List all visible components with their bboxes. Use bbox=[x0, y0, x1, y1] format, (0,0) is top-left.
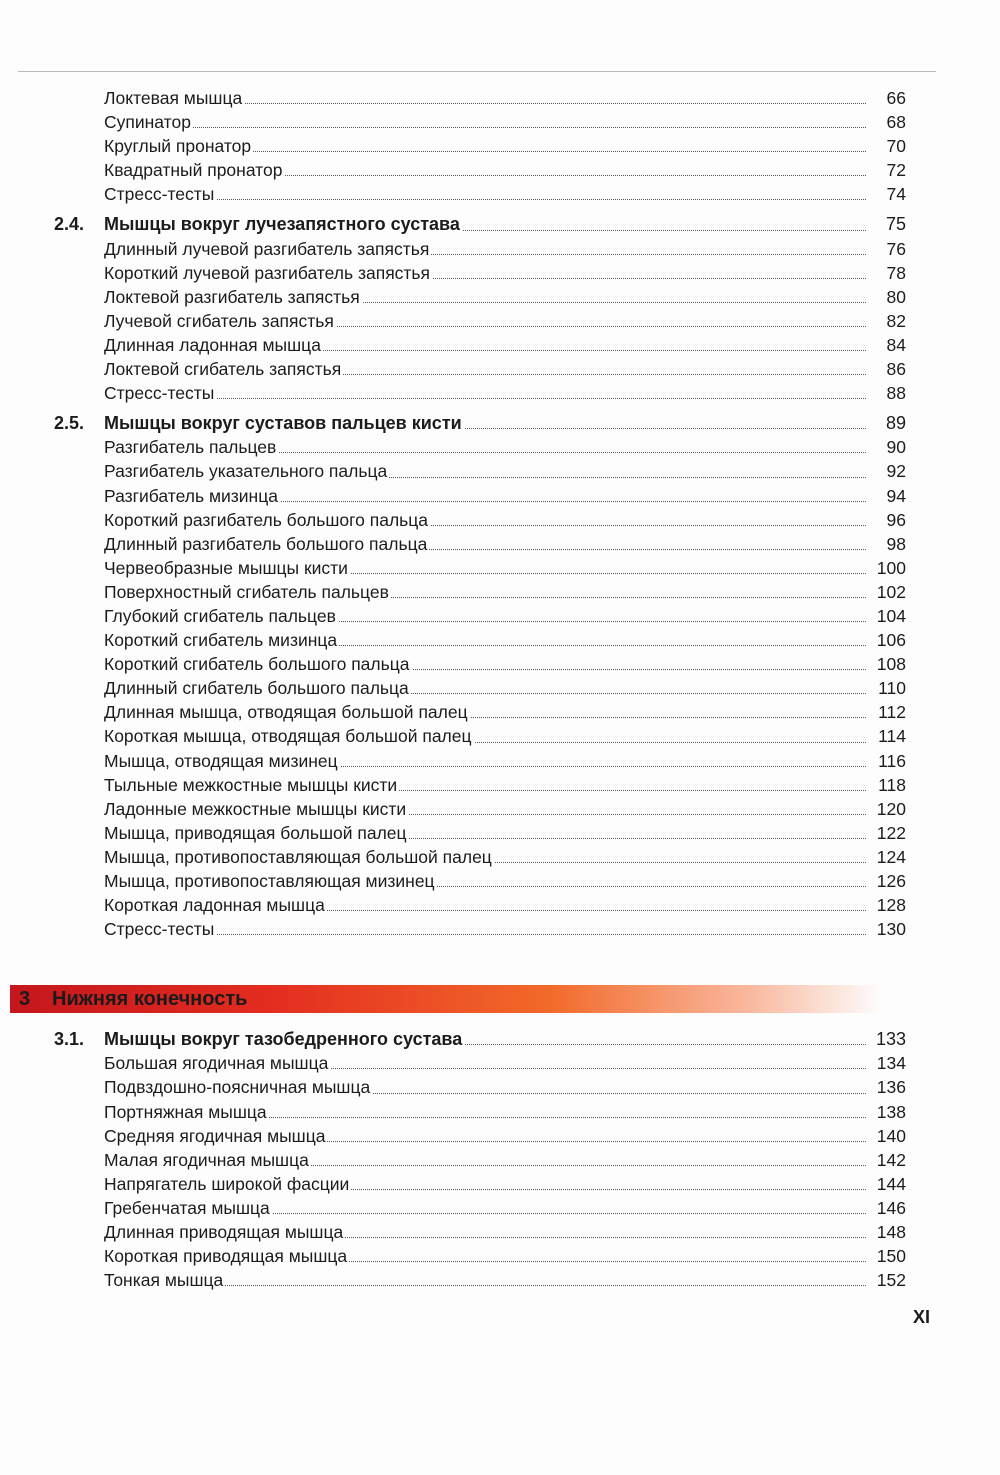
table-of-contents bbox=[0, 86, 1000, 1292]
section-heading[interactable] bbox=[0, 1027, 1000, 1051]
entry-page: 108 bbox=[866, 652, 906, 676]
entry-title: Напрягатель широкой фасции bbox=[104, 1173, 350, 1194]
entry-title: Длинный сгибатель большого пальца bbox=[104, 678, 409, 699]
entry-title: Разгибатель указательного пальца bbox=[104, 461, 388, 482]
chapter-number: 3 bbox=[19, 988, 31, 1011]
toc-entry[interactable] bbox=[0, 773, 1000, 797]
entry-title: Портняжная мышца bbox=[104, 1101, 267, 1122]
toc-entry[interactable] bbox=[0, 381, 1000, 405]
entry-title: Разгибатель пальцев bbox=[104, 437, 277, 458]
entry-page: 76 bbox=[866, 237, 906, 261]
entry-page: 146 bbox=[866, 1196, 906, 1220]
entry-page: 102 bbox=[866, 580, 906, 604]
toc-entry[interactable] bbox=[0, 749, 1000, 773]
entry-page: 82 bbox=[866, 309, 906, 333]
toc-entry[interactable] bbox=[0, 556, 1000, 580]
entry-title: Подвздошно-поясничная мышца bbox=[104, 1077, 371, 1098]
entry-title: Стресс-тесты bbox=[104, 184, 215, 205]
entry-title: Червеобразные мышцы кисти bbox=[104, 557, 348, 578]
toc-entry[interactable] bbox=[0, 1100, 1000, 1124]
entry-title: Стресс-тесты bbox=[104, 383, 215, 404]
toc-entry[interactable] bbox=[0, 893, 1000, 917]
entry-title: Лучевой сгибатель запястья bbox=[104, 310, 334, 331]
entry-title: Длинная приводящая мышца bbox=[104, 1222, 344, 1243]
entry-title: Мышца, противопоставляющая мизинец bbox=[104, 871, 435, 891]
entry-title: Длинная мышца, отводящая большой палец bbox=[104, 702, 468, 723]
section-number: 3.1. bbox=[54, 1029, 85, 1050]
entry-page: 70 bbox=[866, 134, 906, 158]
entry-page: 88 bbox=[866, 381, 906, 405]
entry-title: Гребенчатая мышца bbox=[104, 1197, 270, 1218]
entry-page: 104 bbox=[866, 604, 906, 628]
entry-title: Мышца, отводящая мизинец bbox=[104, 750, 338, 771]
toc-entry[interactable] bbox=[0, 86, 1000, 110]
toc-entry[interactable] bbox=[0, 604, 1000, 628]
toc-groups-before bbox=[0, 86, 1000, 941]
entry-title: Глубокий сгибатель пальцев bbox=[104, 605, 336, 626]
entry-page: 74 bbox=[866, 182, 906, 206]
toc-entry[interactable] bbox=[0, 628, 1000, 652]
section-heading[interactable] bbox=[0, 411, 1000, 435]
toc-entry[interactable] bbox=[0, 532, 1000, 556]
entry-page: 86 bbox=[866, 357, 906, 381]
toc-entry[interactable] bbox=[0, 261, 1000, 285]
entry-title: Длинный лучевой разгибатель запястья bbox=[104, 238, 430, 259]
toc-entry[interactable] bbox=[0, 580, 1000, 604]
entry-page: 144 bbox=[866, 1172, 906, 1196]
entry-title: Короткая ладонная мышца bbox=[104, 895, 325, 916]
toc-entry[interactable] bbox=[0, 435, 1000, 459]
section-title: Мышцы вокруг суставов пальцев кисти bbox=[104, 413, 462, 434]
toc-entry[interactable] bbox=[0, 1220, 1000, 1244]
entry-page: 100 bbox=[866, 556, 906, 580]
toc-entry[interactable] bbox=[0, 357, 1000, 381]
entry-title: Короткий разгибатель большого пальца bbox=[104, 509, 429, 530]
section-title: Мышцы вокруг лучезапястного сустава bbox=[104, 214, 460, 235]
chapter-heading[interactable] bbox=[10, 985, 882, 1013]
entry-title: Тонкая мышца bbox=[104, 1270, 224, 1291]
toc-groups-after bbox=[0, 1027, 1000, 1292]
entry-page: 92 bbox=[866, 459, 906, 483]
top-rule bbox=[18, 71, 936, 72]
section-page: 75 bbox=[866, 212, 906, 236]
entry-page: 130 bbox=[866, 917, 906, 941]
entry-title: Супинатор bbox=[104, 112, 191, 133]
entry-title: Средняя ягодичная мышца bbox=[104, 1125, 326, 1146]
entry-page: 152 bbox=[866, 1268, 906, 1292]
entry-title: Локтевой разгибатель запястья bbox=[104, 286, 360, 307]
toc-entry[interactable] bbox=[0, 158, 1000, 182]
toc-entry[interactable] bbox=[0, 484, 1000, 508]
entry-title: Круглый пронатор bbox=[104, 136, 252, 157]
toc-entry[interactable] bbox=[0, 333, 1000, 357]
entry-page: 142 bbox=[866, 1148, 906, 1172]
entry-page: 96 bbox=[866, 508, 906, 532]
entry-title: Малая ягодичная мышца bbox=[104, 1149, 309, 1170]
entry-page: 80 bbox=[866, 285, 906, 309]
toc-entry[interactable] bbox=[0, 134, 1000, 158]
entry-page: 68 bbox=[866, 110, 906, 134]
entry-page: 138 bbox=[866, 1100, 906, 1124]
page-number: XI bbox=[912, 1307, 930, 1327]
entry-page: 148 bbox=[866, 1220, 906, 1244]
entry-page: 90 bbox=[866, 435, 906, 459]
entry-page: 118 bbox=[866, 773, 906, 797]
entry-title: Ладонные межкостные мышцы кисти bbox=[104, 798, 407, 819]
entry-title: Поверхностный сгибатель пальцев bbox=[104, 581, 389, 602]
entry-title: Локтевой сгибатель запястья bbox=[104, 359, 342, 380]
toc-entry[interactable] bbox=[0, 182, 1000, 206]
entry-page: 126 bbox=[866, 869, 906, 893]
toc-entry[interactable] bbox=[0, 1196, 1000, 1220]
entry-page: 78 bbox=[866, 261, 906, 285]
entry-title: Короткий сгибатель мизинца bbox=[104, 630, 338, 651]
entry-title: Короткий лучевой разгибатель запястья bbox=[104, 262, 431, 283]
entry-page: 84 bbox=[866, 333, 906, 357]
toc-entry[interactable] bbox=[0, 652, 1000, 676]
entry-title: Разгибатель мизинца bbox=[104, 485, 278, 506]
entry-title: Короткая мышца, отводящая большой палец bbox=[104, 726, 472, 747]
entry-title: Длинный разгибатель большого пальца bbox=[104, 533, 428, 554]
entry-title: Мышца, противопоставляющая большой палец bbox=[104, 846, 492, 867]
entry-page: 140 bbox=[866, 1124, 906, 1148]
entry-page: 110 bbox=[866, 676, 906, 700]
toc-entry[interactable] bbox=[0, 845, 1000, 869]
section-number: 2.4. bbox=[54, 214, 85, 235]
entry-title: Стресс-тесты bbox=[104, 919, 215, 940]
toc-entry[interactable] bbox=[0, 1148, 1000, 1172]
entry-page: 94 bbox=[866, 484, 906, 508]
toc-entry[interactable] bbox=[0, 869, 1000, 893]
entry-page: 124 bbox=[866, 845, 906, 869]
toc-entry[interactable] bbox=[0, 1244, 1000, 1268]
entry-title: Длинная ладонная мышца bbox=[104, 334, 321, 355]
toc-entry[interactable] bbox=[0, 724, 1000, 748]
section-heading[interactable] bbox=[0, 212, 1000, 236]
entry-title: Тыльные межкостные мышцы кисти bbox=[104, 774, 398, 795]
entry-title: Мышца, приводящая большой палец bbox=[104, 822, 407, 843]
entry-page: 120 bbox=[866, 797, 906, 821]
entry-title: Короткий сгибатель большого пальца bbox=[104, 654, 410, 675]
toc-entry[interactable] bbox=[0, 459, 1000, 483]
entry-title: Локтевая мышца bbox=[104, 88, 243, 108]
toc-entry[interactable] bbox=[0, 309, 1000, 333]
toc-entry[interactable] bbox=[0, 797, 1000, 821]
section-number: 2.5. bbox=[54, 413, 85, 434]
entry-page: 116 bbox=[866, 749, 906, 773]
toc-entry[interactable] bbox=[0, 700, 1000, 724]
entry-page: 106 bbox=[866, 628, 906, 652]
entry-page: 112 bbox=[866, 700, 906, 724]
section-page: 133 bbox=[866, 1027, 906, 1051]
toc-entry[interactable] bbox=[0, 917, 1000, 941]
entry-title: Квадратный пронатор bbox=[104, 160, 283, 181]
toc-entry[interactable] bbox=[0, 237, 1000, 261]
entry-page: 66 bbox=[866, 86, 906, 110]
entry-page: 134 bbox=[866, 1051, 906, 1075]
entry-page: 122 bbox=[866, 821, 906, 845]
toc-entry[interactable] bbox=[0, 508, 1000, 532]
entry-title: Короткая приводящая мышца bbox=[104, 1246, 348, 1267]
toc-entry[interactable] bbox=[0, 1075, 1000, 1099]
toc-entry[interactable] bbox=[0, 1124, 1000, 1148]
entry-page: 114 bbox=[866, 724, 906, 748]
toc-entry[interactable] bbox=[0, 1268, 1000, 1292]
toc-entry[interactable] bbox=[0, 821, 1000, 845]
entry-page: 98 bbox=[866, 532, 906, 556]
toc-entry[interactable] bbox=[0, 1051, 1000, 1075]
entry-page: 136 bbox=[866, 1075, 906, 1099]
toc-entry[interactable] bbox=[0, 676, 1000, 700]
toc-entry[interactable] bbox=[0, 1172, 1000, 1196]
entry-page: 128 bbox=[866, 893, 906, 917]
toc-entry[interactable] bbox=[0, 285, 1000, 309]
section-title: Мышцы вокруг тазобедренного сустава bbox=[104, 1029, 463, 1050]
entry-title: Большая ягодичная мышца bbox=[104, 1053, 329, 1074]
chapter-title: Нижняя конечность bbox=[52, 988, 248, 1011]
entry-page: 150 bbox=[866, 1244, 906, 1268]
section-page: 89 bbox=[866, 411, 906, 435]
entry-page: 72 bbox=[866, 158, 906, 182]
toc-entry[interactable] bbox=[0, 110, 1000, 134]
